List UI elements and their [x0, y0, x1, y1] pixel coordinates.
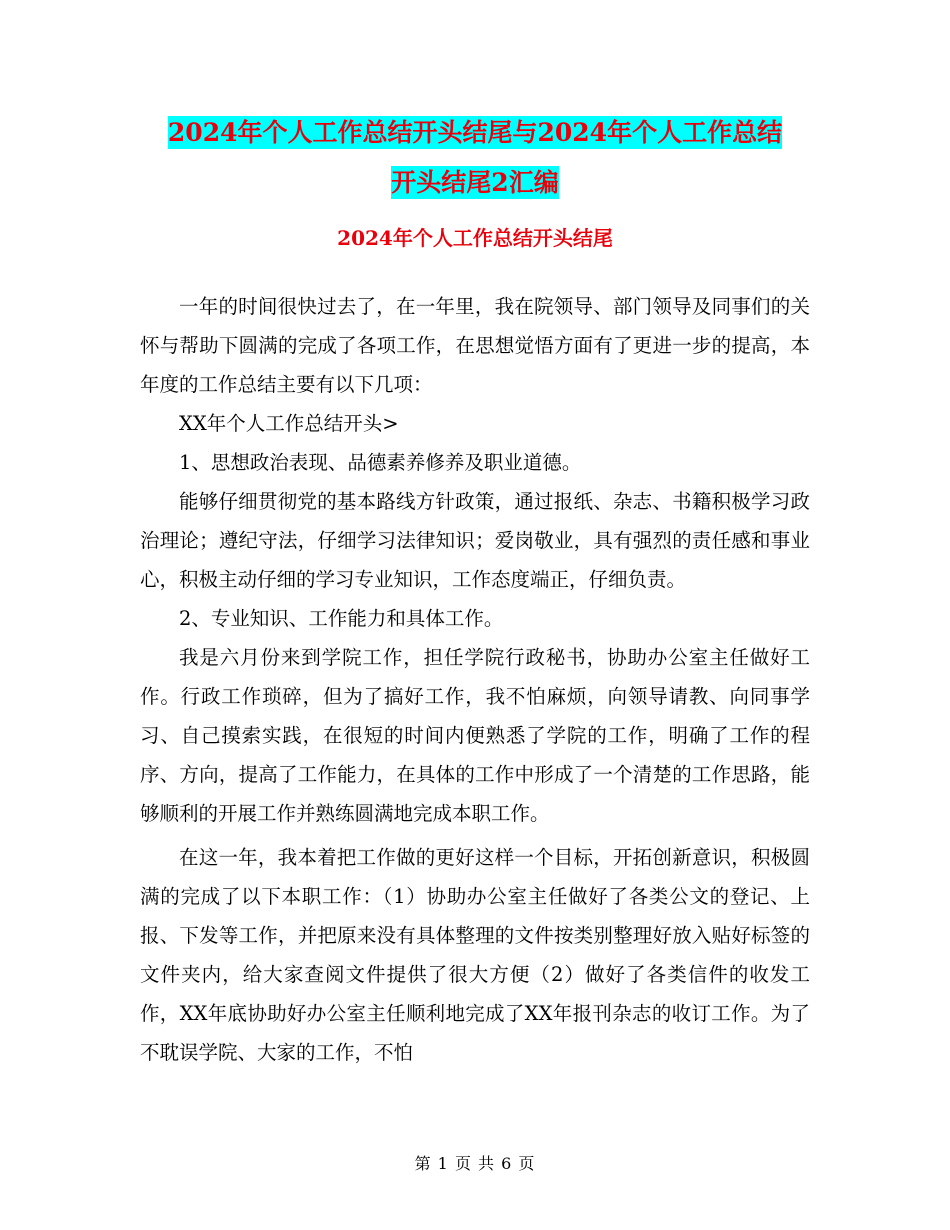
- paragraph-heading-1: 1、思想政治表现、品德素养修养及职业道德。: [179, 451, 582, 474]
- paragraph-intro: 一年的时间很快过去了，在一年里，我在院领导、部门领导及同事们的关怀与帮助下圆满的完成了各项工作，在思想觉悟方面有了更进一步的提高，本年度的工作总结主要有以下几项：: [140, 295, 810, 396]
- paragraph-subheading: XX年个人工作总结开头>: [179, 412, 399, 435]
- document-title: [100, 108, 850, 208]
- page-footer: 第 1 页 共 6 页: [414, 1154, 536, 1173]
- body-text: [140, 287, 810, 1072]
- title-line-1: 2024年个人工作总结开头结尾与2024年个人工作总结: [167, 118, 783, 147]
- title-line-2: 开头结尾2汇编: [391, 168, 559, 197]
- paragraph-work: 我是六月份来到学院工作，担任学院行政秘书，协助办公室主任做好工作。行政工作琐碎，但为了搞好工作，我不怕麻烦，向领导请教、向同事学习、自己摸索实践，在很短的时间内便熟悉了学院的工作，明确了工作的程序、方向，提高了工作能力，在具体的工作中形成了一个清楚的工作思路，能够顺利的开展工作并熟练圆满地完成本职工作。: [140, 646, 810, 825]
- section-title: 2024年个人工作总结开头结尾: [337, 226, 613, 250]
- paragraph-duties: 在这一年，我本着把工作做的更好这样一个目标，开拓创新意识，积极圆满的完成了以下本职工作：（1）协助办公室主任做好了各类公文的登记、上报、下发等工作，并把原来没有具体整理的文件按类别整理好放入贴好标签的文件夹内，给大家查阅文件提供了很大方便（2）做好了各类信件的收发工作，XX年底协助好办公室主任顺利地完成了XX年报刊杂志的收订工作。为了不耽误学院、大家的工作，不怕: [140, 846, 810, 1064]
- paragraph-heading-2: 2、专业知识、工作能力和具体工作。: [179, 607, 504, 630]
- paragraph-politics: 能够仔细贯彻党的基本路线方针政策，通过报纸、杂志、书籍积极学习政治理论；遵纪守法，仔细学习法律知识；爱岗敬业，具有强烈的责任感和事业心，积极主动仔细的学习专业知识，工作态度端正，仔细负责。: [140, 490, 810, 591]
